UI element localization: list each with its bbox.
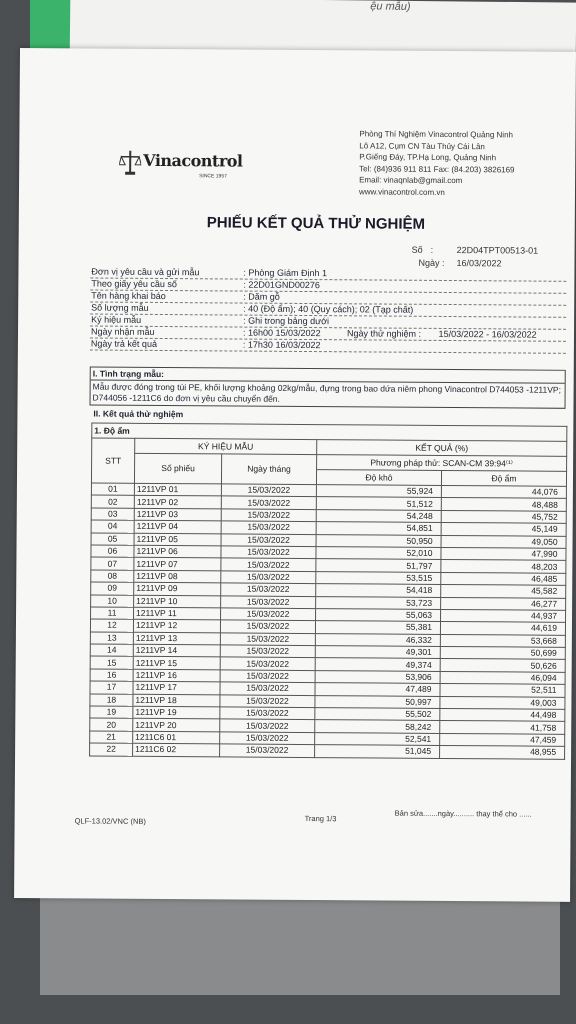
row-doam: 44,937	[441, 609, 566, 622]
sample-condition-body: Mẫu được đóng trong túi PE, khối lượng khoảng 02kg/mẫu, đựng trong bao dứa niêm phong Vinacontrol D744053 -1211VP; D744056 -1211C6 do đơn vị yêu cầu chuyển đến.	[92, 381, 562, 404]
info-value: : Ghi trong bảng dưới	[243, 315, 330, 327]
row-ngay: 15/03/2022	[221, 571, 316, 584]
row-dokho: 53,723	[316, 596, 441, 609]
row-ngay: 15/03/2022	[221, 509, 316, 522]
row-doam: 45,582	[441, 585, 566, 598]
col-ketqua: KẾT QUẢ (%)	[317, 440, 567, 457]
row-stt: 11	[91, 607, 134, 620]
row-dokho: 54,851	[316, 522, 441, 535]
info-value: : 16h00 15/03/2022	[242, 327, 321, 339]
row-ngay: 15/03/2022	[220, 682, 315, 695]
row-ngay: 15/03/2022	[220, 645, 315, 658]
info-label: Số lượng mẫu	[91, 302, 149, 313]
row-stt: 02	[91, 495, 134, 508]
row-sophieu: 1211VP 01	[134, 483, 221, 496]
sample-condition-title: I. Tình trạng mẫu:	[91, 368, 565, 384]
table-row	[90, 743, 565, 759]
row-doam: 46,094	[440, 671, 565, 684]
page-number: Trang 1/3	[304, 814, 337, 824]
row-doam: 46,277	[441, 597, 566, 610]
row-dokho: 53,515	[316, 571, 441, 584]
row-stt: 04	[91, 520, 134, 533]
test-date: Ngày thử nghiệm : 15/03/2022 - 16/03/2022	[346, 328, 537, 340]
ngay-label: Ngày :	[418, 257, 445, 268]
lab-address	[359, 128, 515, 198]
row-stt: 13	[90, 632, 133, 645]
row-sophieu: 1211C6 02	[133, 744, 220, 757]
row-stt: 06	[91, 545, 134, 558]
row-doam: 48,955	[440, 746, 565, 759]
row-ngay: 15/03/2022	[220, 744, 315, 757]
logo-wordmark: Vinacontrol	[143, 150, 243, 171]
scales-logo-icon	[119, 149, 141, 177]
lab-line: www.vinacontrol.com.vn	[358, 186, 445, 197]
row-sophieu: 1211VP 20	[133, 719, 220, 732]
row-doam: 41,758	[440, 721, 565, 734]
row-ngay: 15/03/2022	[221, 521, 316, 534]
request-info	[90, 266, 567, 353]
info-label: Tên hàng khai báo	[91, 290, 166, 302]
row-stt: 01	[91, 483, 134, 496]
so-value: 22D04TPT00513-01	[456, 245, 539, 256]
so-label: Số	[411, 244, 423, 255]
row-doam: 53,668	[440, 634, 565, 647]
col-dokho: Độ khô	[316, 470, 441, 486]
row-ngay: 15/03/2022	[220, 732, 315, 745]
row-ngay: 15/03/2022	[220, 620, 315, 633]
row-stt: 20	[90, 718, 133, 731]
row-dokho: 51,512	[316, 497, 441, 510]
row-dokho: 46,332	[315, 633, 440, 646]
row-dokho: 55,381	[315, 621, 440, 634]
row-stt: 15	[90, 656, 133, 669]
moisture-results-table	[89, 423, 567, 760]
row-sophieu: 1211VP 11	[134, 607, 221, 620]
row-dokho: 52,541	[315, 732, 440, 745]
row-sophieu: 1211VP 09	[134, 582, 221, 595]
lab-line: Lô A12, Cụm CN Tàu Thủy Cái Lân	[359, 140, 485, 151]
row-doam: 44,619	[440, 622, 565, 635]
row-ngay: 15/03/2022	[220, 670, 315, 683]
row-stt: 03	[91, 508, 134, 521]
row-doam: 52,511	[440, 684, 565, 697]
row-sophieu: 1211VP 14	[133, 644, 220, 657]
row-ngay: 15/03/2022	[221, 484, 316, 497]
row-stt: 10	[91, 595, 134, 608]
row-doam: 44,498	[440, 708, 565, 721]
row-dokho: 53,906	[315, 670, 440, 683]
row-ngay: 15/03/2022	[220, 707, 315, 720]
row-dokho: 49,301	[315, 646, 440, 659]
row-sophieu: 1211VP 16	[133, 669, 220, 682]
row-sophieu: 1211VP 05	[134, 533, 221, 546]
table-body	[90, 483, 567, 759]
row-sophieu: 1211VP 08	[134, 570, 221, 583]
row-stt: 09	[91, 582, 134, 595]
row-stt: 18	[90, 694, 133, 707]
row-doam: 49,003	[440, 696, 565, 709]
info-label: Theo giấy yêu cầu số	[91, 278, 177, 290]
row-stt: 21	[90, 731, 133, 744]
row-stt: 22	[90, 743, 133, 756]
row-dokho: 54,248	[316, 509, 441, 522]
row-dokho: 49,374	[315, 658, 440, 671]
row-ngay: 15/03/2022	[221, 558, 316, 571]
row-ngay: 15/03/2022	[220, 719, 315, 732]
row-dokho: 54,418	[316, 584, 441, 597]
info-value: : Phòng Giám Định 1	[243, 267, 328, 279]
row-doam: 50,699	[440, 647, 565, 660]
row-doam: 48,488	[441, 498, 566, 511]
info-label: Ngày nhận mẫu	[90, 326, 155, 337]
info-row	[90, 338, 566, 353]
row-sophieu: 1211VP 03	[134, 508, 221, 521]
row-doam: 50,626	[440, 659, 565, 672]
info-value: : 22D01GND00276	[243, 279, 320, 291]
row-doam: 47,990	[441, 547, 566, 560]
info-label: Ký hiệu mẫu	[91, 314, 142, 325]
row-doam: 46,485	[441, 572, 566, 585]
row-dokho: 51,045	[315, 745, 440, 758]
row-ngay: 15/03/2022	[221, 546, 316, 559]
document-title: PHIẾU KẾT QUẢ THỬ NGHIỆM	[206, 214, 426, 233]
row-dokho: 52,010	[316, 547, 441, 560]
row-sophieu: 1211VP 04	[134, 520, 221, 533]
row-sophieu: 1211VP 07	[134, 558, 221, 571]
row-ngay: 15/03/2022	[220, 695, 315, 708]
row-doam: 44,076	[441, 485, 566, 498]
info-value: : 40 (Độ ẩm); 40 (Quy cách); 02 (Tạp chất)	[243, 303, 414, 315]
row-dokho: 55,924	[316, 485, 441, 498]
row-stt: 14	[90, 644, 133, 657]
desk-surface	[40, 895, 560, 995]
background-sheet-text: ệu mẫu)	[370, 0, 411, 13]
row-sophieu: 1211VP 19	[133, 706, 220, 719]
row-doam: 45,149	[441, 523, 566, 536]
row-stt: 08	[91, 570, 134, 583]
row-dokho: 50,950	[316, 534, 441, 547]
row-sophieu: 1211VP 02	[134, 496, 221, 509]
row-doam: 47,459	[440, 733, 565, 746]
lab-line: Tel: (84)936 911 811 Fax: (84.203) 3826169	[359, 163, 515, 174]
results-heading: II. Kết quả thử nghiệm	[93, 408, 184, 420]
col-method: Phương pháp thử: SCAN-CM 39:94⁽¹⁾	[317, 455, 567, 472]
lab-line: Email: vinaqnlab@gmail.com	[359, 175, 463, 186]
row-stt: 05	[91, 533, 134, 546]
row-dokho: 51,797	[316, 559, 441, 572]
row-stt: 17	[90, 681, 133, 694]
revision-note: Bản sửa.......ngày.......... thay thế cho ......	[394, 808, 532, 819]
info-value: : 17h30 16/03/2022	[242, 339, 321, 351]
table-subtitle: 1. Độ ẩm	[92, 423, 567, 441]
row-dokho: 47,489	[315, 683, 440, 696]
row-ngay: 15/03/2022	[221, 496, 316, 509]
row-ngay: 15/03/2022	[221, 533, 316, 546]
row-stt: 19	[90, 706, 133, 719]
ngay-value: 16/03/2022	[456, 258, 502, 269]
row-ngay: 15/03/2022	[221, 595, 316, 608]
row-sophieu: 1211C6 01	[133, 731, 220, 744]
row-sophieu: 1211VP 15	[133, 657, 220, 670]
row-dokho: 55,063	[316, 608, 441, 621]
col-ngay: Ngày tháng	[221, 454, 316, 485]
form-code: QLF-13.02/VNC (NB)	[74, 816, 146, 826]
row-stt: 12	[90, 619, 133, 632]
info-value: : Dăm gỗ	[243, 291, 280, 302]
row-sophieu: 1211VP 17	[133, 682, 220, 695]
row-stt: 16	[90, 669, 133, 682]
row-ngay: 15/03/2022	[221, 583, 316, 596]
row-ngay: 15/03/2022	[220, 633, 315, 646]
row-sophieu: 1211VP 10	[134, 595, 221, 608]
row-stt: 07	[91, 557, 134, 570]
row-ngay: 15/03/2022	[221, 608, 316, 621]
info-label: Ngày trả kết quả	[90, 338, 158, 349]
col-doam: Độ ẩm	[441, 470, 566, 486]
row-doam: 48,203	[441, 560, 566, 573]
row-sophieu: 1211VP 13	[133, 632, 220, 645]
lab-line: P.Giếng Đáy, TP.Hạ Long, Quảng Ninh	[359, 152, 497, 163]
col-stt: STT	[91, 438, 134, 483]
row-ngay: 15/03/2022	[220, 657, 315, 670]
row-dokho: 58,242	[315, 720, 440, 733]
row-dokho: 50,997	[315, 695, 440, 708]
col-kyhieu: KÝ HIỆU MẪU	[135, 438, 317, 454]
sample-condition	[90, 366, 566, 408]
logo-since: SINCE 1957	[199, 173, 227, 180]
row-sophieu: 1211VP 18	[133, 694, 220, 707]
lab-line: Phòng Thí Nghiệm Vinacontrol Quảng Ninh	[359, 129, 514, 140]
row-dokho: 55,502	[315, 708, 440, 721]
row-sophieu: 1211VP 12	[133, 620, 220, 633]
row-doam: 45,752	[441, 510, 566, 523]
col-sophieu: Số phiếu	[134, 453, 221, 484]
vinacontrol-logo	[119, 149, 243, 180]
test-result-sheet: Vinacontrol SINCE 1957 Phòng Thí Nghiệm Vinacontrol Quảng Ninh Lô A12, Cụm CN Tàu Thủy Cái Lân P.Giếng Đáy, TP.Hạ Long, Quảng Ninh Tel: (84)936 911 811 Fax: (84.203) 3826169 Email: vinaqnlab@gmail.com www.vinacontrol.com.vn PHIẾU KẾT QUẢ THỬ NGHIỆM Số : 22D04TPT00513-01 Ngày : 16/03/2022 Đơn vị yêu cầu và gửi mẫu : Phòng Giám Định 1 Theo giấy yêu cầu số : 22D01GND00276 Tên hàng khai báo : Dăm gỗ Số lượng mẫu : 40 (Độ ẩm); 40 (Quy cách); 02 (Tạp chất) Ký hiệu mẫu : Ghi trong bảng dưới Ngày nhận mẫu : 16h00 15/03/2022 Ngày thử nghiệm : 15/03/2022 - 16/03/2022 Ngày trả kết quả : 17h30 16/03/2022 I. Tình trạng mẫu: Mẫu được đóng trong túi PE, khối lượng khoảng 02kg/mẫu, đựng trong bao dứa niêm phong Vinacontrol D744053 -1211VP; D744056 -1211C6 do đơn vị yêu cầu chuyển đến. II. Kết quả thử nghiệm 1. Độ ẩm STT KÝ HIỆU MẪU KẾT QUẢ (%) Số phiếu Ngày tháng Phương pháp thử: SCAN-CM 39:94⁽¹⁾ Độ khô Độ ẩm 01 1211VP 01 15/03/2022 55,924 44,076 02 1211VP 02 15/03/2022 51,512 48,488 03 1211VP 03 15/03/2022 54,248 45,752 04 1211VP 04 15/03/2022 54,851 45,149 05 1211VP 05 15/03/2022 50,950 49,050 06 1211VP 06 15/03/2022 52,010 47,990 07 1211VP 07 15/03/2022 51,797 48,203 08 1211VP 08 15/03/2022 53,515 46,485 09 1211VP 09 15/03/2022 54,418 45,582 10 1211VP 10 15/03/2022 53,723 46,277 11 1211VP 11 15/03/2022 55,063 44,937 12 1211VP 12 15/03/2022 55,381 44,619 13 1211VP 13 15/03/2022 46,332 53,668 14 1211VP 14 15/03/2022 49,301 50,699 15 1211VP 15 15/03/2022 49,374 50,626 16 1211VP 16 15/03/2022 53,906 46,094 17 1211VP 17 15/03/2022 47,489 52,511 18 1211VP 18 15/03/2022 50,997 49,003 19 1211VP 19 15/03/2022 55,502 44,498 20 1211VP 20 15/03/2022 58,242 41,758 21 1211C6 01 15/03/2022 52,541 47,459 22 1211C6 02 15/03/2022 51,045 48,955 QLF-13.02/VNC (NB) Trang 1/3 Bản sửa.......ngày.......... thay thế cho ......	[14, 48, 576, 902]
row-doam: 49,050	[441, 535, 566, 548]
row-sophieu: 1211VP 06	[134, 545, 221, 558]
info-label: Đơn vị yêu cầu và gửi mẫu	[91, 266, 200, 278]
